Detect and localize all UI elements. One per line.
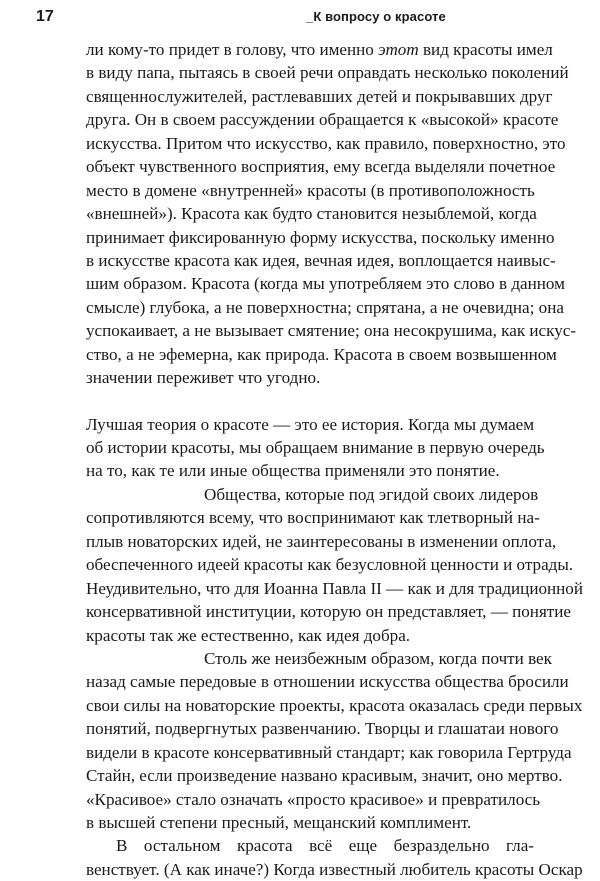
- text-line-18: на то, как те или иные общества применяли это понятие.: [86, 461, 500, 481]
- text-line-24: консервативной институции, которую он представляет, — понятие: [86, 602, 572, 622]
- text-line-31: Стайн, если произведение названо красивым, значит, оно мертво.: [86, 766, 563, 786]
- text-line-30: видели в красоте консервативный стандарт; как говорила Гертруда: [86, 742, 572, 762]
- paragraph-3: [86, 483, 584, 647]
- text-line-10: в искусстве красота как идея, вечная идея, воплощается наивыс-: [86, 250, 556, 270]
- text-line-12: смысле) глубока, а не поверхностна; спрятана, а не очевидна; она: [86, 297, 564, 317]
- text-line-14: ство, а не эфемерна, как природа. Красота в своем возвышенном: [86, 344, 557, 364]
- text-line-22: обеспеченного идеей красоты как безусловной ценности и отрады.: [86, 555, 574, 575]
- text-line-20: сопротивляются всему, что воспринимают как тлетворный на-: [86, 508, 540, 528]
- text-line-8: «внешней»). Красота как будто становится незыблемой, когда: [86, 204, 537, 224]
- text-line-21: плыв новаторских идей, не заинтересованы в изменении оплота,: [86, 531, 557, 551]
- text-line-15: значении переживет что угодно.: [86, 368, 321, 388]
- text-line-17: об истории красоты, мы обращаем внимание в первую очередь: [86, 438, 545, 457]
- text-line-23: Неудивительно, что для Иоанна Павла II — как и для традиционной: [86, 578, 584, 598]
- text-line-27: назад самые передовые в отношении искусства общества бросили: [86, 672, 569, 692]
- text-line-9: принимает фиксированную форму искусства, поскольку именно: [86, 227, 555, 247]
- text-line-11: шим образом. Красота (когда мы употребляем это слово в данном: [86, 274, 565, 294]
- paragraph-1: [86, 38, 577, 390]
- paragraph-gap: [86, 390, 534, 413]
- text-line-26: Столь же неизбежным образом, когда почти век: [204, 648, 552, 668]
- paragraph-2: [86, 413, 545, 483]
- text-line-1: ли кому-то придет в голову, что именно этот вид красоты имел: [86, 40, 553, 59]
- text-line-29: понятий, подвергнутых развенчанию. Творцы и глашатаи нового: [86, 719, 559, 739]
- paragraph-4: [86, 647, 583, 835]
- text-line-33: в высшей степени пресный, мещанский комплимент.: [86, 813, 472, 832]
- body-text: [86, 38, 584, 881]
- page-number: 17: [36, 8, 54, 25]
- text-line-34: В остальном красота всё еще безраздельно гла-: [116, 836, 534, 856]
- text-line-7: место в домене «внутренней» красоты (в противоположность: [86, 180, 535, 200]
- text-line-28: свои силы на новаторские проекты, красота оказалась среди первых: [86, 695, 583, 715]
- running-head: _К вопросу о красоте: [306, 9, 446, 24]
- emphasis-word: этот: [378, 40, 419, 59]
- text-line-35: венствует. (А как иначе?) Когда известный любитель красоты Оскар: [86, 859, 583, 879]
- text-line-2: в виду папа, пытаясь в своей речи оправдать несколько поколений: [86, 63, 569, 83]
- text-line-32: «Красивое» стало означать «просто красивое» и превратилось: [86, 789, 541, 809]
- paragraph-5: [86, 834, 583, 881]
- text-line-4: друга. Он в своем рассуждении обращается к «высокой» красоте: [86, 110, 559, 130]
- text-line-19: Общества, которые под эгидой своих лидеров: [204, 484, 539, 504]
- text-line-3: священнослужителей, растлевавших детей и покрывавших друг: [86, 86, 553, 106]
- text-line-5: искусства. Притом что искусство, как правило, поверхностно, это: [86, 133, 566, 153]
- text-line-6: объект чувственного восприятия, ему всегда выделяли почетное: [86, 157, 556, 177]
- text-line-16: Лучшая теория о красоте — это ее история. Когда мы думаем: [86, 414, 535, 434]
- text-line-13: успокаивает, а не вызывает смятение; она несокрушима, как искус-: [86, 321, 577, 341]
- text-line-25: красоты так же естественно, как идея добра.: [86, 625, 411, 645]
